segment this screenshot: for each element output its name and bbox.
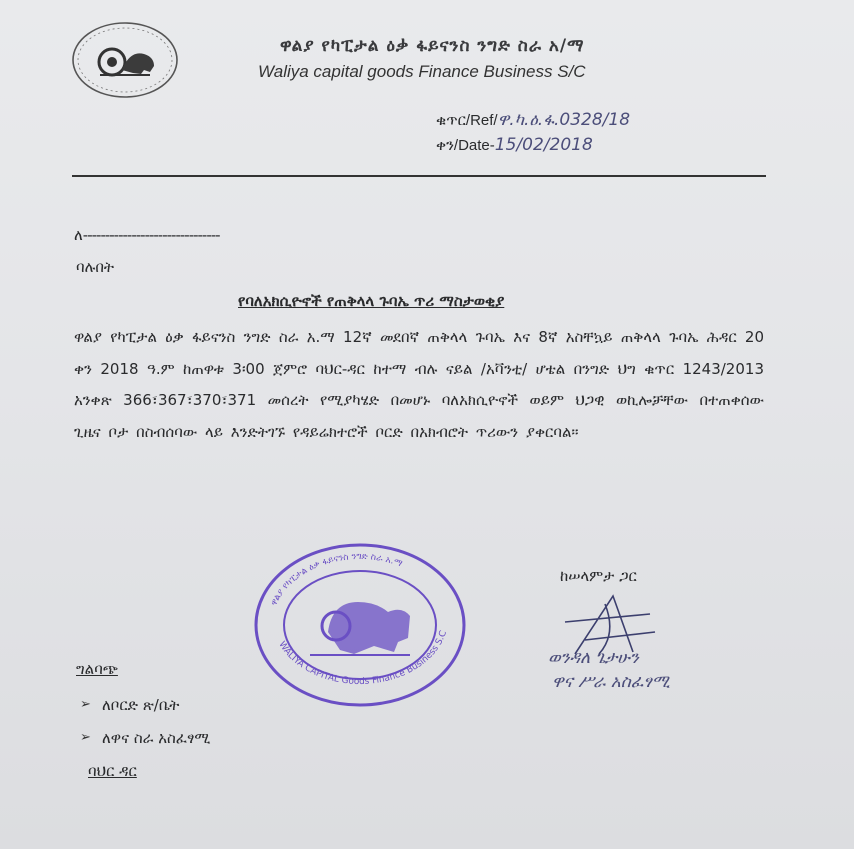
reference-value: ዋ.ካ.ዕ.ፋ.0328/18 bbox=[497, 110, 631, 130]
company-stamp bbox=[250, 540, 470, 710]
notice-title: የባለአክሲዮኖች የጠቅላላ ጉባኤ ጥሪ ማስታወቂያ bbox=[238, 292, 505, 310]
recipient-label: ለ bbox=[74, 226, 83, 244]
svg-text:ዋልያ የካፒታል ዕቃ ፋይናንስ ንግድ ስራ አ.ማ: ዋልያ የካፒታል ዕቃ ፋይናንስ ንግድ ስራ አ.ማ bbox=[269, 551, 404, 608]
letter-date bbox=[436, 135, 593, 155]
signer-title: ዋና ሥራ አስፈፃሚ bbox=[552, 672, 670, 692]
notice-body: ዋልያ የካፒታል ዕቃ ፋይናንስ ንግድ ስራ አ.ማ 12ኛ መደበኛ ጠቅላላ ጉባኤ እና 8ኛ አስቸኳይ ጠቅላላ ጉባኤ ሕዳር 20 ቀን 2018 ዓ.ም ከጠዋቱ 3፡00 ጀምሮ ባህር-ዳር ከተማ ብሉ ናይል /አቫንቲ/ ሆቴል በንግድ ህግ ቁጥር 1243/2013 አንቀጽ 366፣367፣370፣371 መሰረት የሚያካሄድ በመሆኑ ባለአክሲዮኖች ወይም ህጋዊ ወኪሎቻቸው በተጠቀሰው ጊዜና ቦታ በስብሰባው ላይ እንድትገኙ የዳይሬክተሮች ቦርድ በአክብሮት ጥሪውን ያቀርባል። bbox=[74, 328, 764, 441]
reference-label: ቁጥር/Ref/ bbox=[436, 112, 498, 129]
company-name-english: Waliya capital goods Finance Business S/C bbox=[258, 62, 586, 81]
reference-number bbox=[436, 110, 630, 130]
date-label: ቀን/Date- bbox=[436, 137, 495, 154]
arrow-icon: ➢ bbox=[80, 697, 91, 712]
cc-item-label: ለቦርድ ጽ/ቤት bbox=[102, 695, 180, 714]
closing-salutation: ከሠላምታ ጋር bbox=[560, 567, 637, 585]
recipient-blank: ------------------------------- bbox=[82, 226, 220, 244]
cc-list bbox=[80, 688, 210, 754]
arrow-icon: ➢ bbox=[80, 730, 91, 745]
date-value: 15/02/2018 bbox=[494, 135, 593, 155]
cc-item bbox=[80, 721, 210, 754]
header-divider bbox=[72, 175, 766, 177]
city-name: ባህር ዳር bbox=[88, 762, 137, 780]
cc-item-label: ለዋና ስራ አስፈፃሚ bbox=[102, 728, 211, 747]
recipient-line bbox=[74, 226, 220, 244]
signer-name: ወንዳለ ጌታሁን bbox=[548, 648, 639, 668]
svg-text:WALIYA CAPITAL Goods Finance B: WALIYA CAPITAL Goods Finance Business S.C bbox=[276, 629, 449, 688]
company-logo bbox=[70, 20, 180, 100]
company-name-amharic: ዋልያ የካፒታል ዕቃ ፋይናንስ ንግድ ስራ አ/ማ bbox=[280, 36, 585, 56]
cc-heading: ግልባጭ bbox=[76, 660, 118, 678]
cc-item bbox=[80, 688, 210, 721]
recipient-location: ባሉበት bbox=[76, 258, 115, 276]
